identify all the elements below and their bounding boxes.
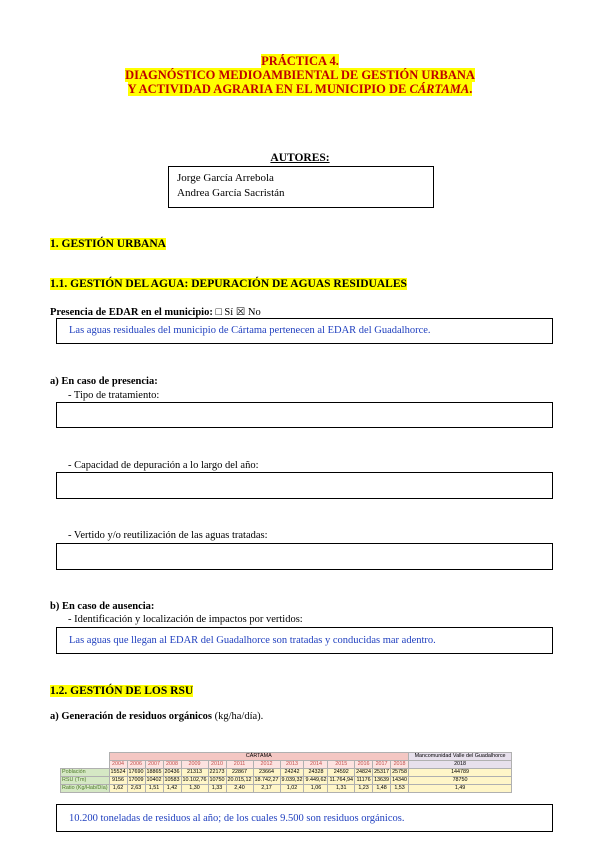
table-year-cell: 2018 bbox=[391, 761, 409, 769]
table-cell: 10402 bbox=[146, 777, 162, 783]
rsu-table bbox=[60, 752, 512, 793]
table-row bbox=[61, 769, 512, 777]
table-row-label: Ratio (Kg/Hab/Día) bbox=[62, 785, 108, 791]
table-cell: 1,48 bbox=[373, 785, 391, 793]
table-year-cell: 2004 bbox=[109, 761, 127, 769]
table-cell: 23664 bbox=[253, 769, 280, 777]
table-cell: 1,42 bbox=[163, 785, 181, 793]
table-cell: 1,31 bbox=[328, 785, 355, 793]
edar-answer: Las aguas residuales del municipio de Cártama pertenecen al EDAR del Guadalhorce. bbox=[69, 325, 431, 336]
table-cell: 2,63 bbox=[127, 785, 145, 793]
section-1-1-title: 1.1. GESTIÓN DEL AGUA: DEPURACIÓN DE AGUAS RESIDUALES bbox=[50, 278, 407, 290]
title-line-1: PRÁCTICA 4. bbox=[261, 54, 339, 68]
authors-label: AUTORES: bbox=[270, 152, 330, 164]
table-cell: 10.102,76 bbox=[182, 777, 207, 783]
table-cell: 1,62 bbox=[109, 785, 127, 793]
absence-heading: b) En caso de ausencia: bbox=[50, 601, 155, 612]
table-cell: 1,06 bbox=[304, 785, 328, 793]
treatment-label: - Tipo de tratamiento: bbox=[68, 390, 160, 401]
capacity-label: - Capacidad de depuración a lo largo del año: bbox=[68, 460, 259, 471]
table-cell: 9.039,32 bbox=[281, 777, 303, 783]
table-cell: 24592 bbox=[328, 769, 355, 777]
table-corner bbox=[61, 753, 110, 761]
table-cell: 22867 bbox=[226, 769, 253, 777]
table-row bbox=[61, 785, 512, 793]
authors-box bbox=[168, 166, 434, 208]
impacts-answer-box[interactable] bbox=[56, 627, 553, 654]
table-year-cell: 2015 bbox=[328, 761, 355, 769]
title-line-3: Y ACTIVIDAD AGRARIA EN EL MUNICIPIO DE CÁRTAMA. bbox=[127, 82, 473, 96]
edar-options[interactable]: □ Sí ☒ No bbox=[215, 307, 261, 318]
table-year-cell: 2012 bbox=[253, 761, 280, 769]
table-cell: 1,51 bbox=[145, 785, 163, 793]
rsu-answer-box[interactable] bbox=[56, 804, 553, 832]
table-cell: 9.449,62 bbox=[305, 777, 327, 783]
impacts-label: - Identificación y localización de impactos por vertidos: bbox=[68, 614, 303, 625]
capacity-box[interactable] bbox=[56, 472, 553, 499]
rsu-answer: 10.200 toneladas de residuos al año; de los cuales 9.500 son residuos orgánicos. bbox=[69, 813, 405, 824]
edar-answer-box[interactable] bbox=[56, 318, 553, 344]
table-cell: 18865 bbox=[146, 769, 162, 775]
table-cell: 17009 bbox=[128, 777, 144, 783]
table-year-cell: 2013 bbox=[280, 761, 304, 769]
table-cell: 9156 bbox=[109, 777, 127, 785]
table-cell: 1,33 bbox=[208, 785, 226, 793]
table-cell: 11176 bbox=[356, 777, 371, 783]
table-cell: 21313 bbox=[181, 769, 208, 777]
treatment-box[interactable] bbox=[56, 402, 553, 428]
table-cell: 22173 bbox=[209, 769, 225, 775]
table-row bbox=[61, 777, 512, 785]
table-year-cell: 2017 bbox=[373, 761, 391, 769]
table-cell: 15524 bbox=[110, 769, 126, 775]
table-cell: 10583 bbox=[164, 777, 180, 783]
table-cell: 1,53 bbox=[391, 785, 409, 793]
table-year-row bbox=[61, 761, 512, 769]
table-cell: 78750 bbox=[409, 777, 512, 785]
table-cell: 1,02 bbox=[280, 785, 304, 793]
table-cell: 1,49 bbox=[409, 785, 512, 793]
table-year-cell: 2006 bbox=[127, 761, 145, 769]
table-year-cell: 2007 bbox=[145, 761, 163, 769]
table-cell: 24824 bbox=[356, 769, 372, 775]
title-line-2: DIAGNÓSTICO MEDIOAMBIENTAL DE GESTIÓN URBANA bbox=[125, 68, 475, 82]
table-group-cartama: CÁRTAMA bbox=[109, 753, 409, 761]
impacts-answer: Las aguas que llegan al EDAR del Guadalhorce son tratadas y conducidas mar adentro. bbox=[69, 635, 436, 646]
table-cell: 14340 bbox=[392, 777, 408, 783]
table-row-label: RSU (Tm) bbox=[61, 777, 110, 785]
edar-label: Presencia de EDAR en el municipio: bbox=[50, 307, 213, 318]
author-name: Andrea García Sacristán bbox=[177, 187, 285, 199]
table-cell: 25758 bbox=[392, 769, 408, 775]
table-cell: 1,23 bbox=[355, 785, 373, 793]
table-year-cell: 2011 bbox=[226, 761, 253, 769]
table-group-mancomunidad: Mancomunidad Valle del Guadalhorce bbox=[409, 753, 512, 761]
table-cell: 2,40 bbox=[226, 785, 253, 793]
edar-presence-line bbox=[50, 306, 261, 318]
table-cell: 24242 bbox=[280, 769, 304, 777]
discharge-box[interactable] bbox=[56, 543, 553, 570]
table-year-cell: 2016 bbox=[355, 761, 373, 769]
table-year-cell: 2009 bbox=[181, 761, 208, 769]
table-cell: 144789 bbox=[409, 769, 512, 777]
table-cell: 17690 bbox=[128, 769, 144, 775]
table-cell: 10750 bbox=[209, 777, 225, 783]
table-cell: 11.764,94 bbox=[329, 777, 354, 783]
table-row-label: Población bbox=[61, 769, 110, 777]
table-cell: 13639 bbox=[374, 777, 390, 783]
discharge-label: - Vertido y/o reutilización de las aguas tratadas: bbox=[68, 530, 268, 541]
table-cell: 20436 bbox=[164, 769, 180, 775]
table-year-cell: 2010 bbox=[208, 761, 226, 769]
rsu-subtitle: a) Generación de residuos orgánicos (kg/ha/día). bbox=[50, 711, 264, 722]
table-cell: 24328 bbox=[304, 769, 328, 777]
table-year-cell: 2018 bbox=[409, 761, 512, 769]
table-cell: 18.742,27 bbox=[254, 777, 279, 783]
section-1-title: 1. GESTIÓN URBANA bbox=[50, 238, 166, 250]
presence-heading: a) En caso de presencia: bbox=[50, 376, 158, 387]
table-year-cell: 2008 bbox=[163, 761, 181, 769]
table-cell: 1,30 bbox=[181, 785, 208, 793]
table-year-cell: 2014 bbox=[304, 761, 328, 769]
table-cell: 2,17 bbox=[253, 785, 280, 793]
town-name: CÁRTAMA bbox=[409, 82, 470, 96]
table-cell: 20.015,12 bbox=[227, 777, 252, 783]
author-name: Jorge García Arrebola bbox=[177, 172, 274, 184]
table-cell: 25317 bbox=[374, 769, 390, 775]
section-1-2-title: 1.2. GESTIÓN DE LOS RSU bbox=[50, 685, 194, 697]
